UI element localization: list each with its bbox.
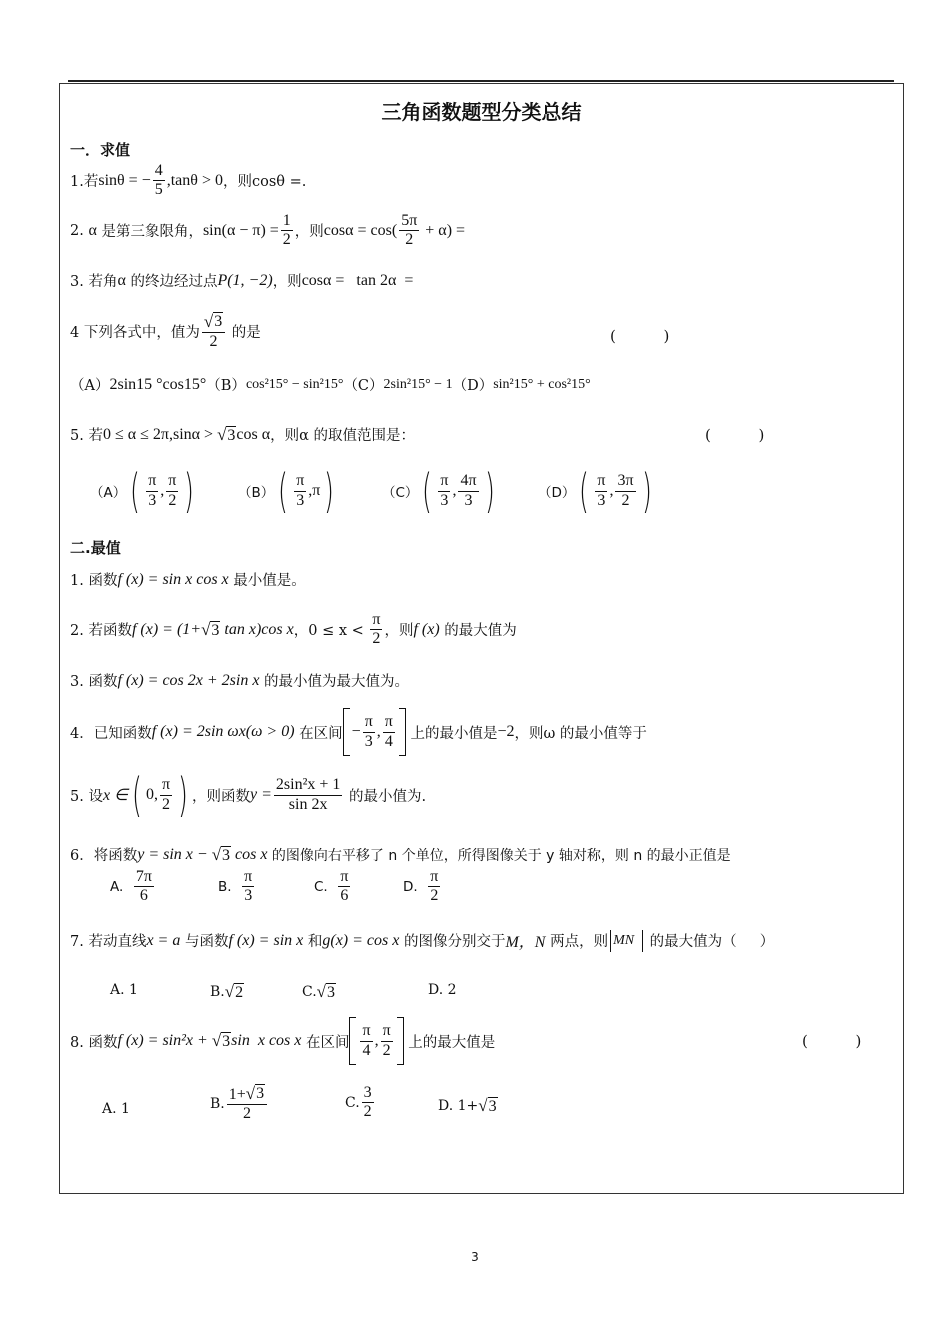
question-1-5: 5. 若 0 ≤ α ≤ 2π,sinα > √ 3 cos α ，则α 的取值范围是： (70, 424, 416, 444)
option-c-label: （C） (343, 378, 384, 394)
option-a[interactable]: A. $\frac{7\pi}{6}$ (110, 868, 152, 905)
sqrt-icon: √ 3 (211, 1031, 231, 1050)
option-b[interactable]: B. 1+ √ 3 2 (210, 1084, 269, 1124)
option-a-label: （A） (70, 378, 110, 394)
answer-blank[interactable]: ( ) (802, 1032, 862, 1050)
fraction: $\frac{5\pi}{2}$ (401, 212, 418, 249)
page-number: 3 (471, 1250, 479, 1264)
option-d[interactable]: D. $\frac{\pi}{2}$ (403, 868, 439, 905)
option-d[interactable]: （D） ( $\frac{\pi}{3}$ , $\frac{3\pi}{2}$ ) (538, 464, 652, 518)
question-1-1: 1.若 sinθ = − $\frac{4}{5}$ ,tanθ > 0 ，则cosθ =. (70, 162, 307, 199)
option-d[interactable]: D. 1+ √ 3 (438, 1096, 497, 1115)
question-1-4: 4 下列各式中，值为 √ 3 2 的是 (70, 312, 261, 351)
worksheet-frame (59, 83, 904, 1194)
option-b[interactable]: B. $\frac{\pi}{3}$ (218, 868, 253, 905)
fraction: √ 3 2 (202, 312, 225, 352)
question-2-5: 5. 设 x ∈ ( 0, $\frac{\pi}{2}$ ) ，则函数 y = $\frac{\text{2sin²x + 1}}{\sin 2x}$ 的最小值为. (70, 768, 427, 822)
page-title: 三角函数题型分类总结 (381, 100, 582, 124)
question-2-3: 3. 函数 f (x) = cos 2x + 2sin x 的最小值为最大值为。 (70, 671, 410, 690)
question-2-7: 7. 若动直线 x = a 与函数 f (x) = sin x 和 g(x) = cos x 的图像分别交于 M，N 两点，则 MN 的最大值为（ ） (70, 931, 775, 951)
sqrt-icon: √ 3 (217, 424, 236, 444)
section-heading-extrema: 二.最值 (70, 539, 121, 557)
option-a[interactable]: 2sin15 °cos15° (109, 375, 207, 393)
option-c[interactable]: C. $\frac{\pi}{6}$ (314, 868, 349, 905)
option-a[interactable]: （A） ( $\frac{\pi}{3}$ , $\frac{\pi}{2}$ ) (90, 464, 195, 518)
sqrt-icon: √ 3 (203, 312, 223, 331)
top-rule (68, 80, 894, 82)
option-a[interactable]: A. 1 (102, 1101, 130, 1117)
question-1-2: 2. α 是第三象限角， sin(α − π) = $\frac{1}{2}$ ，则 cosα = cos( $\frac{5\pi}{2}$ + α) = (70, 212, 466, 249)
option-b[interactable]: （B） ( $\frac{\pi}{3}$ , π ) (238, 464, 335, 518)
option-b[interactable]: cos²15° − sin²15° (245, 376, 344, 392)
option-c[interactable]: 2sin²15° − 1 (383, 376, 453, 392)
question-2-1: 1. 函数 f (x) = sin x cos x 最小值是。 (70, 570, 306, 589)
fraction: $\frac{1}{2}$ (282, 212, 291, 249)
option-a[interactable]: A. 1 (110, 982, 138, 998)
option-c[interactable]: （C） ( $\frac{\pi}{3}$ , $\frac{4\pi}{3}$ ) (382, 464, 495, 518)
question-2-4: 4．已知函数 f (x) = 2sin ωx(ω > 0) 在区间 − $\frac{\pi}{3}$ , $\frac{\pi}{4}$ 上的最小值是 −2 ，则ω 的最小值等于 (70, 708, 647, 756)
option-b[interactable]: B. √ 2 (210, 982, 244, 1001)
answer-blank[interactable]: ( ) (705, 426, 765, 444)
sqrt-icon: √ 3 (211, 844, 231, 864)
option-b-label: （B） (206, 378, 246, 394)
option-c[interactable]: C. $\frac{3}{2}$ (345, 1084, 372, 1121)
answer-blank[interactable]: ( ) (610, 327, 670, 345)
option-d[interactable]: D. 2 (428, 982, 457, 998)
question-1-3: 3. 若角 α 的终边经过点 P(1, −2) ，则 cosα = tan 2α = (70, 271, 414, 290)
sqrt-icon: √ 3 (201, 619, 220, 639)
option-d[interactable]: sin²15° + cos²15° (493, 376, 591, 392)
section-heading-values: 一．求值 (70, 141, 131, 159)
option-c[interactable]: C. √ 3 (302, 982, 336, 1001)
question-2-8: 8. 函数 f (x) = sin²x + √ 3 sin x cos x 在区间 $\frac{\pi}{4}$ , $\frac{\pi}{2}$ 上的最大值是 (70, 1017, 495, 1065)
question-2-6: 6．将函数 y = sin x − √ 3 cos x 的图像向右平移了 n 个单位，所得图像关于 y 轴对称，则 n 的最小正值是 (70, 844, 731, 864)
fraction: $\frac{4}{5}$ (154, 162, 163, 199)
question-2-2: 2. 若函数 f (x) = (1+ √ 3 tan x)cos x ，0 ≤ x < $\frac{\pi}{2}$ ，则 f (x) 的最大值为 (70, 611, 517, 648)
option-d-label: （D） (452, 378, 494, 394)
question-1-4-options (70, 374, 591, 395)
